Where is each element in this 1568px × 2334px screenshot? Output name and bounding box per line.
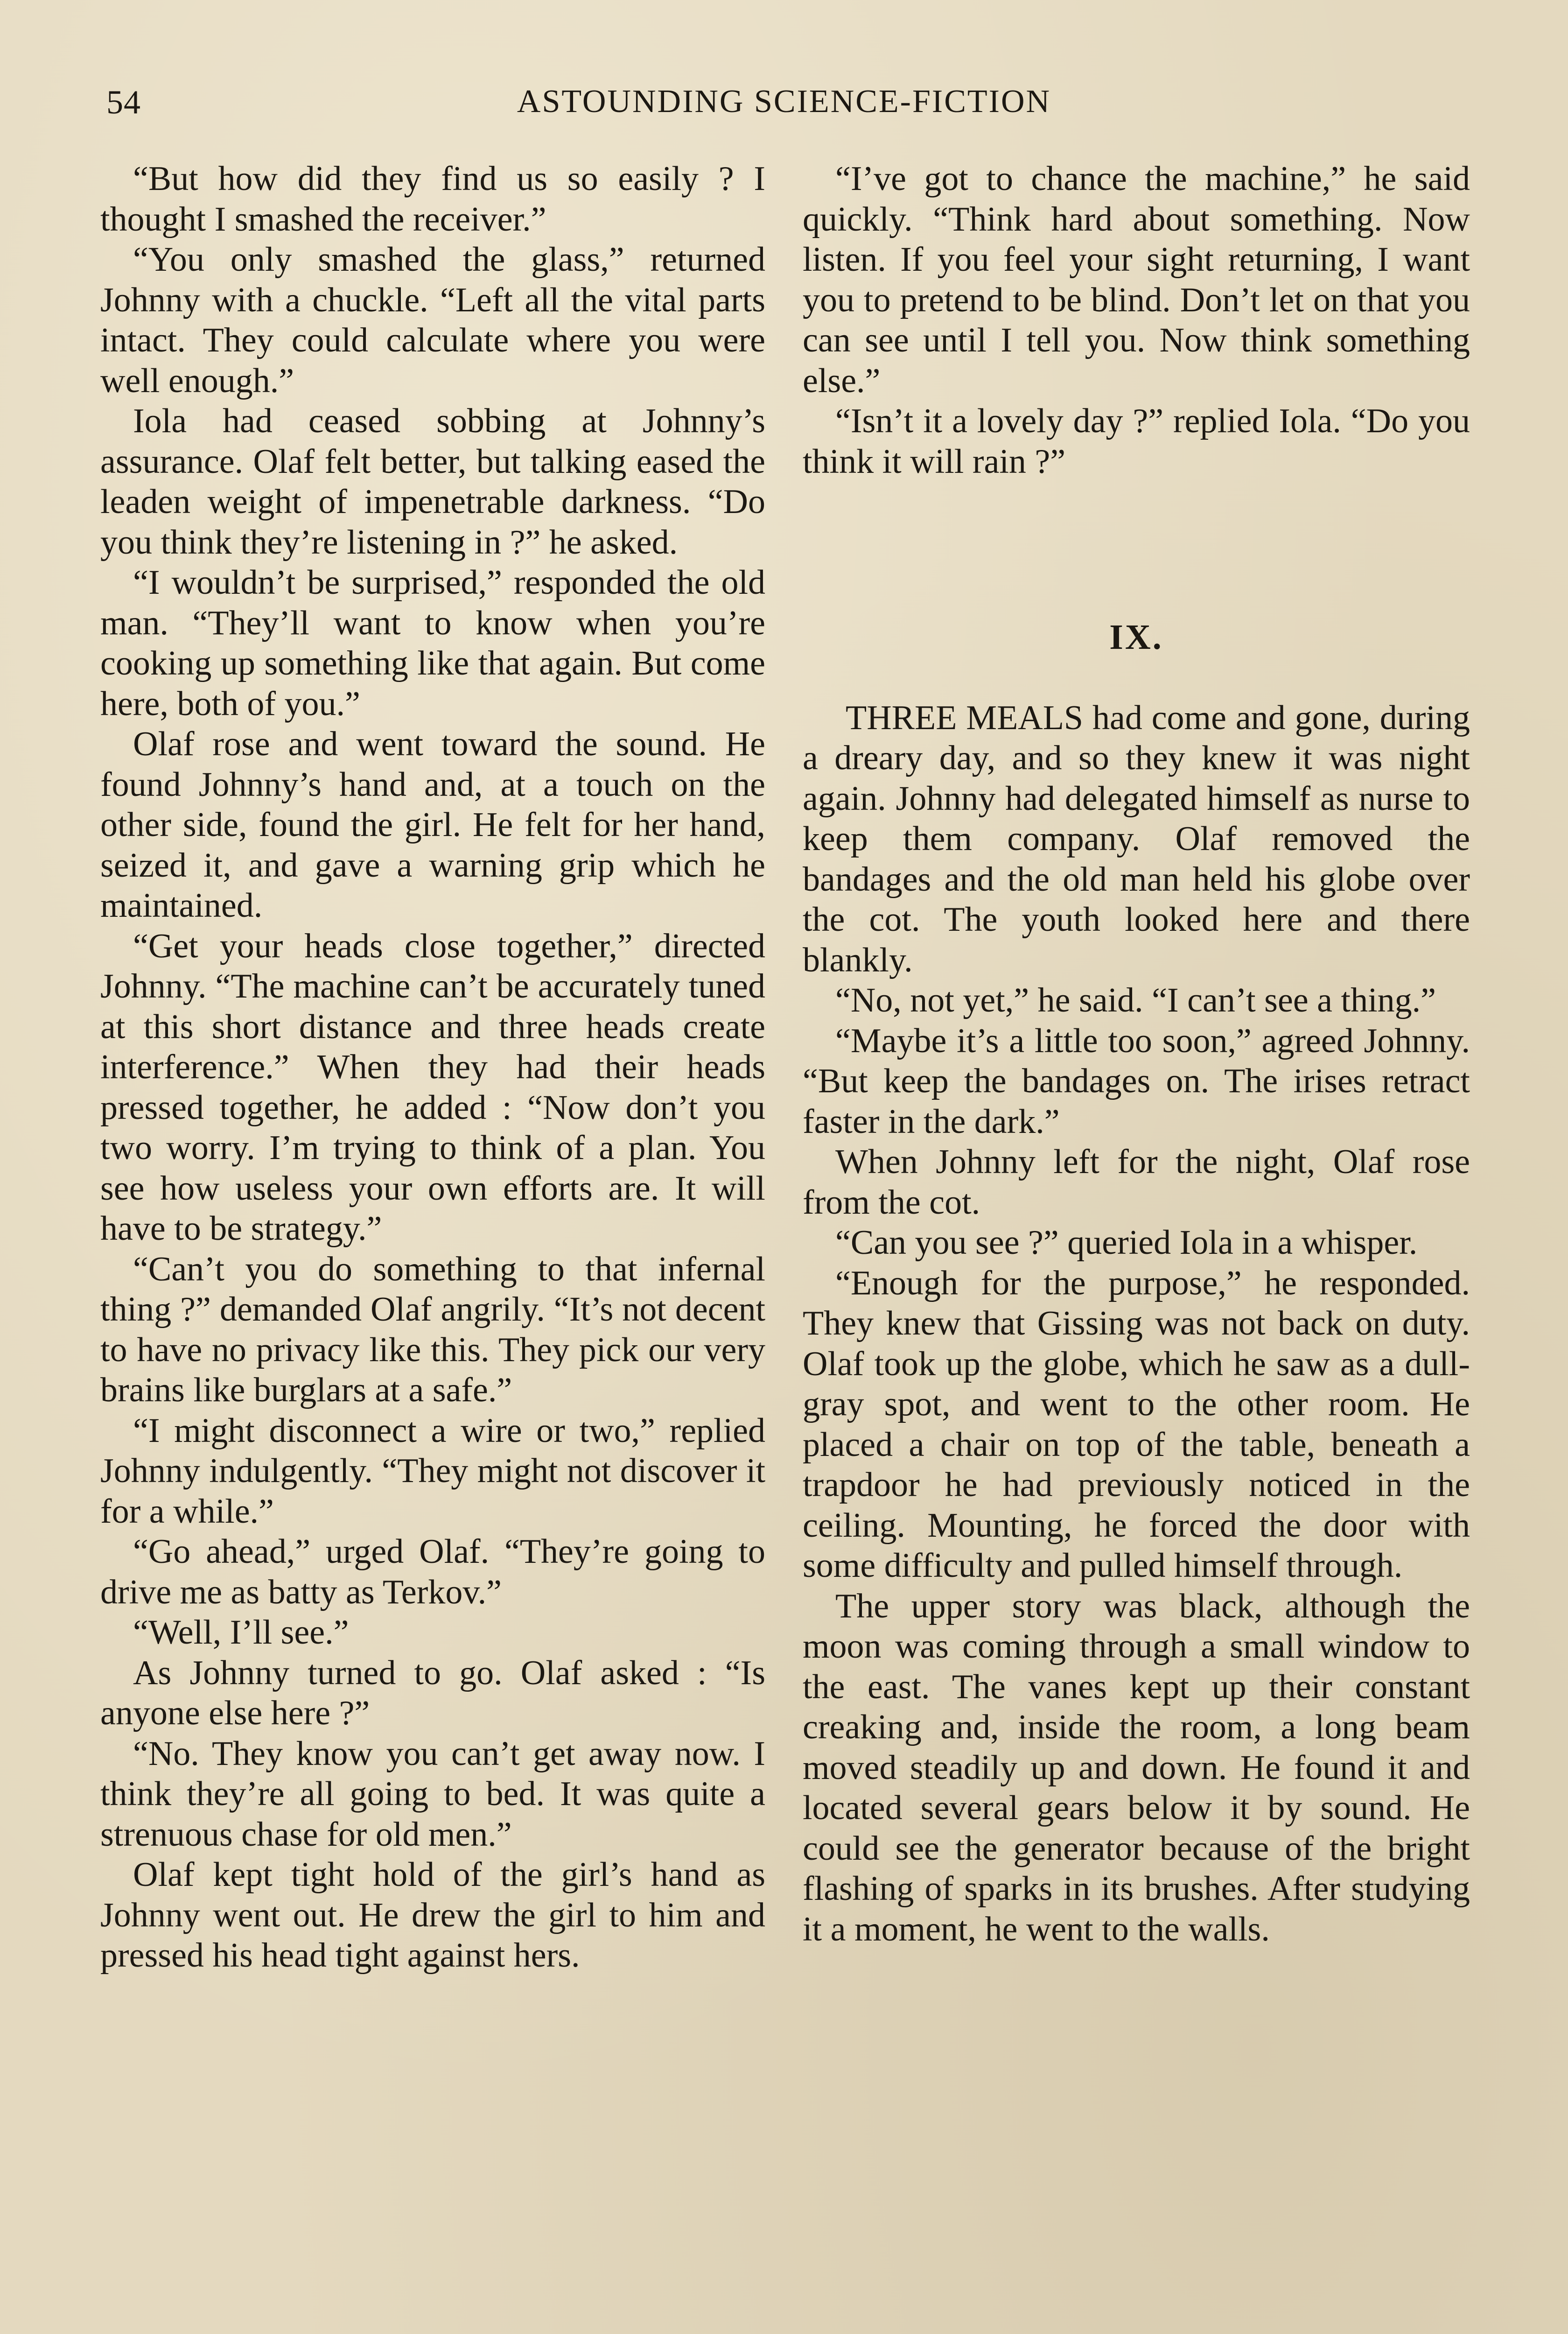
paragraph: Olaf kept tight hold of the girl’s hand as Johnny went out. He drew the girl to him and pressed his head tight against hers. — [100, 1856, 765, 1975]
paragraph: “I wouldn’t be surprised,” responded the old man. “They’ll want to know when you’re cooking up something like that again. But come here, both of you.” — [100, 563, 765, 723]
right-column — [803, 159, 1470, 1949]
paragraph: “But how did they find us so easily ? I thought I smashed the receiver.” — [100, 160, 765, 239]
paragraph: “Isn’t it a lovely day ?” replied Iola. “Do you think it will rain ?” — [803, 402, 1470, 481]
paragraph: “I’ve got to chance the machine,” he said quickly. “Think hard about something. Now listen. If you feel your sight returning, I want you to pretend to be blind. Don’t let on that you can see until I tell you. Now think something else.” — [803, 160, 1470, 400]
section-spacer — [803, 482, 1470, 617]
section-spacer — [803, 658, 1470, 698]
paragraph: “Get your heads close together,” directed Johnny. “The machine can’t be accurately tuned at this short distance and three heads create interference.” When they had their heads pressed together, he added : “Now don’t you two worry. I’m trying to think of a plan. You see how useless your own efforts are. It will have to be strategy.” — [100, 927, 765, 1248]
paragraph: Iola had ceased sobbing at Johnny’s assurance. Olaf felt better, but talking eased the leaden weight of impenetrable darkness. “Do you think they’re listening in ?” he asked. — [100, 402, 765, 562]
paragraph: “Maybe it’s a little too soon,” agreed Johnny. “But keep the bandages on. The irises retract faster in the dark.” — [803, 1021, 1470, 1141]
paragraph: When Johnny left for the night, Olaf rose from the cot. — [803, 1143, 1470, 1222]
paragraph: “Enough for the purpose,” he responded. They knew that Gissing was not back on duty. Olaf took up the globe, which he saw as a dull-gray spot, and went to the other room. He placed a chair on top of the table, beneath a trapdoor he had previously noticed in the ceiling. Mounting, he forced the door with some difficulty and pulled himself through. — [803, 1264, 1470, 1585]
paragraph: “I might disconnect a wire or two,” replied Johnny indulgently. “They might not discover it for a while.” — [100, 1411, 765, 1531]
paragraph: As Johnny turned to go. Olaf asked : “Is anyone else here ?” — [100, 1653, 765, 1732]
paragraph: “You only smashed the glass,” returned Johnny with a chuckle. “Left all the vital parts intact. They could calculate where you were well enough.” — [100, 240, 765, 400]
chapter-heading: IX. — [1109, 618, 1163, 657]
paragraph: “No, not yet,” he said. “I can’t see a thing.” — [835, 981, 1436, 1019]
paragraph: “Well, I’ll see.” — [133, 1613, 349, 1652]
paragraph: THREE MEALS had come and gone, during a dreary day, and so they knew it was night again. Johnny had delegated himself as nurse to keep them company. Olaf removed the bandages and the old man held his globe over the cot. The youth looked here and there blankly. — [803, 698, 1470, 979]
paragraph: “No. They know you can’t get away now. I think they’re all going to bed. It was quite a strenuous chase for old men.” — [100, 1734, 765, 1854]
paragraph: The upper story was black, although the moon was coming through a small window to the east. The vanes kept up their constant creaking and, inside the room, a long beam moved steadily up and down. He found it and located several gears below it by sound. He could see the generator because of the bright flashing of sparks in its brushes. After studying it a moment, he went to the walls. — [803, 1587, 1470, 1948]
running-head: ASTOUNDING SCIENCE-FICTION — [517, 84, 1051, 120]
paragraph: “Go ahead,” urged Olaf. “They’re going to drive me as batty as Terkov.” — [100, 1533, 765, 1611]
paragraph: “Can’t you do something to that infernal thing ?” demanded Olaf angrily. “It’s not decent to have no privacy like this. They pick our very brains like burglars at a safe.” — [100, 1250, 765, 1409]
left-column — [100, 159, 765, 1976]
page-number: 54 — [106, 84, 141, 121]
paragraph: Olaf rose and went toward the sound. He found Johnny’s hand and, at a touch on the other side, found the girl. He felt for her hand, seized it, and gave a warning grip which he maintained. — [100, 725, 765, 925]
paragraph: “Can you see ?” queried Iola in a whisper. — [835, 1223, 1418, 1262]
